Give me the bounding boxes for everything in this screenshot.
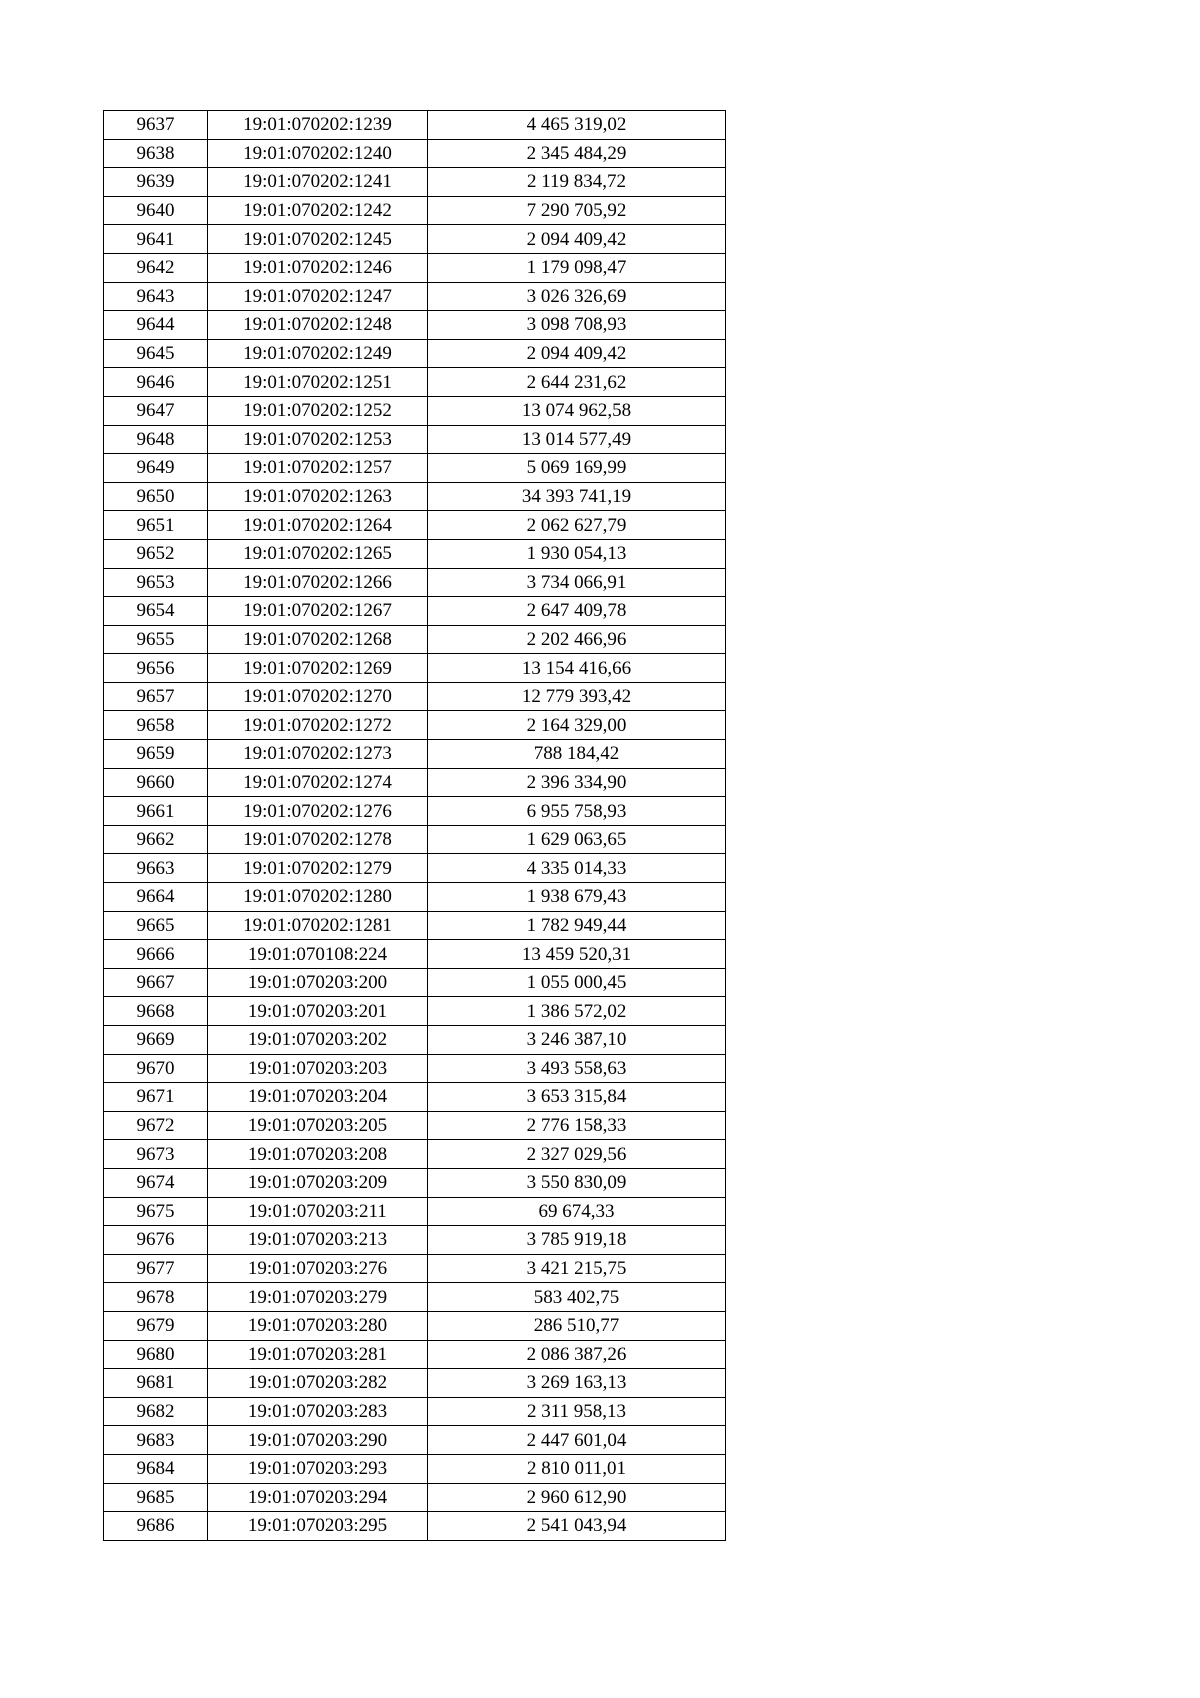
row-number-cell: 9648 — [104, 425, 208, 454]
row-number-cell: 9666 — [104, 940, 208, 969]
value-cell: 2 094 409,42 — [428, 225, 726, 254]
value-cell: 34 393 741,19 — [428, 482, 726, 511]
table-row — [104, 339, 726, 368]
table-row — [104, 854, 726, 883]
cadastral-number-cell: 19:01:070203:282 — [208, 1369, 428, 1398]
table-row — [104, 1454, 726, 1483]
table-body — [104, 111, 726, 1541]
value-cell: 3 653 315,84 — [428, 1083, 726, 1112]
value-cell: 2 396 334,90 — [428, 768, 726, 797]
value-cell: 3 269 163,13 — [428, 1369, 726, 1398]
cadastral-number-cell: 19:01:070202:1247 — [208, 282, 428, 311]
cadastral-number-cell: 19:01:070108:224 — [208, 940, 428, 969]
value-cell: 2 447 601,04 — [428, 1426, 726, 1455]
value-cell: 4 465 319,02 — [428, 111, 726, 140]
row-number-cell: 9676 — [104, 1226, 208, 1255]
value-cell: 788 184,42 — [428, 740, 726, 769]
cadastral-number-cell: 19:01:070202:1268 — [208, 625, 428, 654]
value-cell: 2 062 627,79 — [428, 511, 726, 540]
table-row — [104, 311, 726, 340]
value-cell: 13 074 962,58 — [428, 396, 726, 425]
row-number-cell: 9682 — [104, 1397, 208, 1426]
table-row — [104, 968, 726, 997]
value-cell: 13 459 520,31 — [428, 940, 726, 969]
row-number-cell: 9662 — [104, 825, 208, 854]
cadastral-number-cell: 19:01:070202:1276 — [208, 797, 428, 826]
row-number-cell: 9644 — [104, 311, 208, 340]
cadastral-number-cell: 19:01:070202:1251 — [208, 368, 428, 397]
cadastral-number-cell: 19:01:070202:1263 — [208, 482, 428, 511]
value-cell: 3 550 830,09 — [428, 1168, 726, 1197]
cadastral-number-cell: 19:01:070202:1264 — [208, 511, 428, 540]
cadastral-number-cell: 19:01:070202:1252 — [208, 396, 428, 425]
table-row — [104, 768, 726, 797]
row-number-cell: 9647 — [104, 396, 208, 425]
value-cell: 7 290 705,92 — [428, 196, 726, 225]
table-row — [104, 1340, 726, 1369]
row-number-cell: 9639 — [104, 168, 208, 197]
row-number-cell: 9661 — [104, 797, 208, 826]
cadastral-number-cell: 19:01:070202:1253 — [208, 425, 428, 454]
cadastral-number-cell: 19:01:070202:1270 — [208, 682, 428, 711]
value-cell: 1 386 572,02 — [428, 997, 726, 1026]
value-cell: 2 776 158,33 — [428, 1111, 726, 1140]
table-row — [104, 1512, 726, 1541]
row-number-cell: 9677 — [104, 1254, 208, 1283]
value-cell: 3 098 708,93 — [428, 311, 726, 340]
value-cell: 3 246 387,10 — [428, 1026, 726, 1055]
value-cell: 1 938 679,43 — [428, 883, 726, 912]
table-row — [104, 1054, 726, 1083]
cadastral-number-cell: 19:01:070203:201 — [208, 997, 428, 1026]
row-number-cell: 9681 — [104, 1369, 208, 1398]
table-row — [104, 168, 726, 197]
row-number-cell: 9649 — [104, 454, 208, 483]
value-cell: 2 960 612,90 — [428, 1483, 726, 1512]
row-number-cell: 9674 — [104, 1168, 208, 1197]
table-row — [104, 454, 726, 483]
value-cell: 3 493 558,63 — [428, 1054, 726, 1083]
cadastral-number-cell: 19:01:070202:1267 — [208, 597, 428, 626]
row-number-cell: 9669 — [104, 1026, 208, 1055]
table-row — [104, 368, 726, 397]
row-number-cell: 9665 — [104, 911, 208, 940]
cadastral-number-cell: 19:01:070203:294 — [208, 1483, 428, 1512]
table-row — [104, 1226, 726, 1255]
row-number-cell: 9637 — [104, 111, 208, 140]
table-row — [104, 711, 726, 740]
table-row — [104, 825, 726, 854]
cadastral-number-cell: 19:01:070203:208 — [208, 1140, 428, 1169]
cadastral-number-cell: 19:01:070202:1265 — [208, 539, 428, 568]
value-cell: 13 014 577,49 — [428, 425, 726, 454]
value-cell: 4 335 014,33 — [428, 854, 726, 883]
row-number-cell: 9667 — [104, 968, 208, 997]
cadastral-number-cell: 19:01:070203:280 — [208, 1311, 428, 1340]
value-cell: 1 930 054,13 — [428, 539, 726, 568]
cadastral-number-cell: 19:01:070203:209 — [208, 1168, 428, 1197]
value-cell: 2 644 231,62 — [428, 368, 726, 397]
table-row — [104, 1311, 726, 1340]
row-number-cell: 9675 — [104, 1197, 208, 1226]
cadastral-number-cell: 19:01:070203:293 — [208, 1454, 428, 1483]
value-cell: 2 202 466,96 — [428, 625, 726, 654]
table-row — [104, 539, 726, 568]
value-cell: 6 955 758,93 — [428, 797, 726, 826]
value-cell: 5 069 169,99 — [428, 454, 726, 483]
row-number-cell: 9653 — [104, 568, 208, 597]
value-cell: 12 779 393,42 — [428, 682, 726, 711]
table-row — [104, 282, 726, 311]
value-cell: 69 674,33 — [428, 1197, 726, 1226]
table-row — [104, 740, 726, 769]
table-row — [104, 1397, 726, 1426]
value-cell: 2 541 043,94 — [428, 1512, 726, 1541]
cadastral-number-cell: 19:01:070203:213 — [208, 1226, 428, 1255]
table-row — [104, 1111, 726, 1140]
value-cell: 13 154 416,66 — [428, 654, 726, 683]
table-row — [104, 654, 726, 683]
cadastral-number-cell: 19:01:070203:203 — [208, 1054, 428, 1083]
value-cell: 1 179 098,47 — [428, 253, 726, 282]
row-number-cell: 9658 — [104, 711, 208, 740]
cadastral-number-cell: 19:01:070203:295 — [208, 1512, 428, 1541]
value-cell: 2 810 011,01 — [428, 1454, 726, 1483]
cadastral-number-cell: 19:01:070202:1245 — [208, 225, 428, 254]
table-row — [104, 1426, 726, 1455]
value-cell: 583 402,75 — [428, 1283, 726, 1312]
row-number-cell: 9680 — [104, 1340, 208, 1369]
value-cell: 3 026 326,69 — [428, 282, 726, 311]
value-cell: 2 647 409,78 — [428, 597, 726, 626]
row-number-cell: 9650 — [104, 482, 208, 511]
row-number-cell: 9685 — [104, 1483, 208, 1512]
row-number-cell: 9640 — [104, 196, 208, 225]
row-number-cell: 9641 — [104, 225, 208, 254]
cadastral-number-cell: 19:01:070203:211 — [208, 1197, 428, 1226]
row-number-cell: 9654 — [104, 597, 208, 626]
row-number-cell: 9673 — [104, 1140, 208, 1169]
value-cell: 2 094 409,42 — [428, 339, 726, 368]
cadastral-number-cell: 19:01:070202:1266 — [208, 568, 428, 597]
row-number-cell: 9686 — [104, 1512, 208, 1541]
table-row — [104, 139, 726, 168]
table-row — [104, 1369, 726, 1398]
row-number-cell: 9670 — [104, 1054, 208, 1083]
table-row — [104, 253, 726, 282]
table-row — [104, 625, 726, 654]
cadastral-number-cell: 19:01:070202:1242 — [208, 196, 428, 225]
cadastral-number-cell: 19:01:070203:276 — [208, 1254, 428, 1283]
cadastral-number-cell: 19:01:070202:1248 — [208, 311, 428, 340]
cadastral-number-cell: 19:01:070203:205 — [208, 1111, 428, 1140]
table-row — [104, 225, 726, 254]
cadastral-number-cell: 19:01:070202:1274 — [208, 768, 428, 797]
row-number-cell: 9664 — [104, 883, 208, 912]
table-row — [104, 940, 726, 969]
cadastral-value-table — [103, 110, 726, 1541]
table-row — [104, 1283, 726, 1312]
table-row — [104, 1254, 726, 1283]
cadastral-number-cell: 19:01:070203:204 — [208, 1083, 428, 1112]
value-cell: 2 119 834,72 — [428, 168, 726, 197]
table-row — [104, 511, 726, 540]
row-number-cell: 9683 — [104, 1426, 208, 1455]
row-number-cell: 9655 — [104, 625, 208, 654]
cadastral-number-cell: 19:01:070203:279 — [208, 1283, 428, 1312]
table-row — [104, 1083, 726, 1112]
row-number-cell: 9672 — [104, 1111, 208, 1140]
value-cell: 2 086 387,26 — [428, 1340, 726, 1369]
row-number-cell: 9642 — [104, 253, 208, 282]
cadastral-number-cell: 19:01:070203:202 — [208, 1026, 428, 1055]
row-number-cell: 9646 — [104, 368, 208, 397]
table-row — [104, 1026, 726, 1055]
cadastral-number-cell: 19:01:070202:1279 — [208, 854, 428, 883]
row-number-cell: 9656 — [104, 654, 208, 683]
table-row — [104, 597, 726, 626]
table-row — [104, 425, 726, 454]
row-number-cell: 9645 — [104, 339, 208, 368]
row-number-cell: 9643 — [104, 282, 208, 311]
cadastral-number-cell: 19:01:070202:1281 — [208, 911, 428, 940]
cadastral-number-cell: 19:01:070203:283 — [208, 1397, 428, 1426]
table-row — [104, 1483, 726, 1512]
value-cell: 3 785 919,18 — [428, 1226, 726, 1255]
cadastral-number-cell: 19:01:070202:1273 — [208, 740, 428, 769]
value-cell: 1 782 949,44 — [428, 911, 726, 940]
value-cell: 3 421 215,75 — [428, 1254, 726, 1283]
cadastral-number-cell: 19:01:070202:1249 — [208, 339, 428, 368]
cadastral-number-cell: 19:01:070203:290 — [208, 1426, 428, 1455]
value-cell: 2 345 484,29 — [428, 139, 726, 168]
row-number-cell: 9651 — [104, 511, 208, 540]
value-cell: 2 327 029,56 — [428, 1140, 726, 1169]
table-row — [104, 911, 726, 940]
cadastral-number-cell: 19:01:070203:200 — [208, 968, 428, 997]
table-row — [104, 997, 726, 1026]
table-row — [104, 797, 726, 826]
table-row — [104, 682, 726, 711]
row-number-cell: 9678 — [104, 1283, 208, 1312]
row-number-cell: 9668 — [104, 997, 208, 1026]
value-cell: 1 055 000,45 — [428, 968, 726, 997]
row-number-cell: 9679 — [104, 1311, 208, 1340]
row-number-cell: 9638 — [104, 139, 208, 168]
value-cell: 2 164 329,00 — [428, 711, 726, 740]
cadastral-number-cell: 19:01:070202:1280 — [208, 883, 428, 912]
table-row — [104, 1197, 726, 1226]
cadastral-number-cell: 19:01:070202:1269 — [208, 654, 428, 683]
cadastral-number-cell: 19:01:070202:1246 — [208, 253, 428, 282]
table-row — [104, 196, 726, 225]
cadastral-number-cell: 19:01:070203:281 — [208, 1340, 428, 1369]
table-row — [104, 396, 726, 425]
value-cell: 286 510,77 — [428, 1311, 726, 1340]
row-number-cell: 9657 — [104, 682, 208, 711]
value-cell: 1 629 063,65 — [428, 825, 726, 854]
cadastral-number-cell: 19:01:070202:1257 — [208, 454, 428, 483]
row-number-cell: 9671 — [104, 1083, 208, 1112]
cadastral-number-cell: 19:01:070202:1278 — [208, 825, 428, 854]
cadastral-number-cell: 19:01:070202:1239 — [208, 111, 428, 140]
cadastral-number-cell: 19:01:070202:1272 — [208, 711, 428, 740]
row-number-cell: 9660 — [104, 768, 208, 797]
cadastral-number-cell: 19:01:070202:1240 — [208, 139, 428, 168]
row-number-cell: 9652 — [104, 539, 208, 568]
row-number-cell: 9663 — [104, 854, 208, 883]
value-cell: 3 734 066,91 — [428, 568, 726, 597]
cadastral-number-cell: 19:01:070202:1241 — [208, 168, 428, 197]
row-number-cell: 9659 — [104, 740, 208, 769]
table-row — [104, 568, 726, 597]
table-row — [104, 883, 726, 912]
row-number-cell: 9684 — [104, 1454, 208, 1483]
table-row — [104, 482, 726, 511]
table-row — [104, 111, 726, 140]
table-row — [104, 1140, 726, 1169]
value-cell: 2 311 958,13 — [428, 1397, 726, 1426]
table-row — [104, 1168, 726, 1197]
